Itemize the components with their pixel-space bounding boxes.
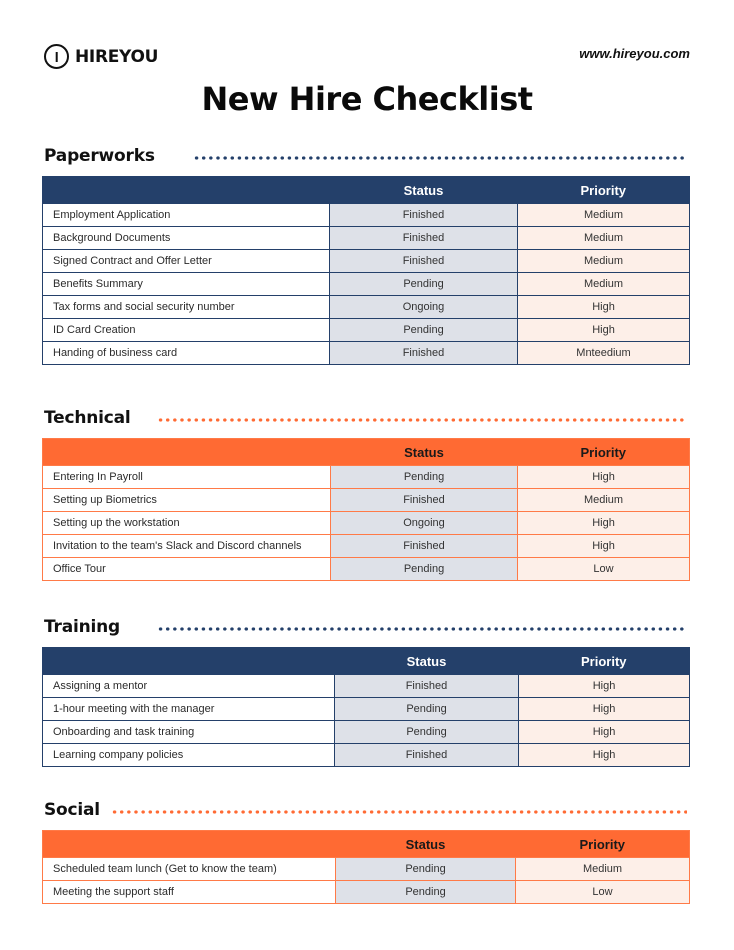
priority-cell: High — [518, 535, 690, 558]
table-row — [43, 319, 690, 342]
section-training — [42, 617, 689, 767]
task-cell: ID Card Creation — [43, 319, 330, 342]
status-cell: Pending — [336, 881, 516, 904]
brand-logo[interactable] — [44, 44, 158, 69]
table-header-row — [43, 831, 690, 858]
task-cell: Invitation to the team's Slack and Discord channels — [43, 535, 331, 558]
column-header-task — [43, 648, 335, 675]
table-row — [43, 535, 690, 558]
table-row — [43, 342, 690, 365]
status-cell: Finished — [335, 675, 519, 698]
priority-cell: Mnteedium — [518, 342, 690, 365]
task-cell: Setting up Biometrics — [43, 489, 331, 512]
status-cell: Pending — [331, 466, 518, 489]
website-link[interactable]: www.hireyou.com — [579, 46, 690, 61]
dotted-divider — [157, 418, 687, 422]
table-row — [43, 744, 690, 767]
checklist-table — [42, 647, 690, 767]
status-cell: Finished — [330, 342, 518, 365]
status-cell: Finished — [330, 250, 518, 273]
section-title: Training — [44, 617, 121, 637]
table-row — [43, 273, 690, 296]
status-cell: Pending — [335, 698, 519, 721]
table-header-row — [43, 177, 690, 204]
priority-cell: Medium — [518, 250, 690, 273]
priority-cell: Medium — [518, 273, 690, 296]
task-cell: Employment Application — [43, 204, 330, 227]
dotted-divider — [111, 810, 687, 814]
table-header-row — [43, 648, 690, 675]
column-header-status: Status — [403, 182, 444, 198]
task-cell: Onboarding and task training — [43, 721, 335, 744]
priority-cell: High — [519, 698, 690, 721]
table-row — [43, 204, 690, 227]
status-cell: Pending — [330, 273, 518, 296]
column-header-task — [43, 439, 331, 466]
column-header-priority: Priority — [579, 836, 625, 852]
priority-cell: Low — [518, 558, 690, 581]
table-row — [43, 698, 690, 721]
table-row — [43, 858, 690, 881]
table-row — [43, 296, 690, 319]
task-cell: Scheduled team lunch (Get to know the team) — [43, 858, 336, 881]
column-header-priority: Priority — [580, 653, 627, 669]
task-cell: Handing of business card — [43, 342, 330, 365]
task-cell: Benefits Summary — [43, 273, 330, 296]
status-cell: Pending — [336, 858, 516, 881]
column-header-priority: Priority — [580, 182, 626, 198]
section-header — [42, 800, 689, 830]
table-row — [43, 512, 690, 535]
priority-cell: Medium — [518, 489, 690, 512]
status-cell: Finished — [330, 227, 518, 250]
task-cell: Setting up the workstation — [43, 512, 331, 535]
task-cell: Entering In Payroll — [43, 466, 331, 489]
task-cell: 1-hour meeting with the manager — [43, 698, 335, 721]
task-cell: Learning company policies — [43, 744, 335, 767]
priority-cell: High — [518, 466, 690, 489]
logo-icon — [44, 44, 69, 69]
task-cell: Meeting the support staff — [43, 881, 336, 904]
priority-cell: High — [519, 744, 690, 767]
task-cell: Background Documents — [43, 227, 330, 250]
column-header-task — [43, 831, 336, 858]
section-header — [42, 617, 689, 647]
column-header-priority: Priority — [580, 444, 626, 460]
column-header-status: Status — [405, 836, 446, 852]
priority-cell: Medium — [518, 227, 690, 250]
table-row — [43, 721, 690, 744]
priority-cell: High — [519, 721, 690, 744]
dotted-divider — [193, 156, 687, 160]
section-title: Social — [44, 800, 100, 820]
table-header-row — [43, 439, 690, 466]
checklist-table — [42, 830, 690, 904]
priority-cell: Low — [516, 881, 690, 904]
priority-cell: High — [518, 512, 690, 535]
column-header-status: Status — [406, 653, 447, 669]
priority-cell: High — [518, 319, 690, 342]
checklist-table — [42, 438, 690, 581]
task-cell: Office Tour — [43, 558, 331, 581]
brand-name: HIREYOU — [75, 46, 159, 67]
table-row — [43, 250, 690, 273]
status-cell: Finished — [335, 744, 519, 767]
status-cell: Finished — [330, 204, 518, 227]
section-technical — [42, 408, 689, 581]
table-row — [43, 675, 690, 698]
table-row — [43, 227, 690, 250]
status-cell: Pending — [335, 721, 519, 744]
status-cell: Ongoing — [330, 296, 518, 319]
task-cell: Signed Contract and Offer Letter — [43, 250, 330, 273]
column-header-task — [43, 177, 330, 204]
table-row — [43, 558, 690, 581]
task-cell: Tax forms and social security number — [43, 296, 330, 319]
checklist-table — [42, 176, 690, 365]
dotted-divider — [157, 627, 687, 631]
section-header — [42, 146, 689, 176]
priority-cell: Medium — [518, 204, 690, 227]
status-cell: Pending — [330, 319, 518, 342]
status-cell: Finished — [331, 535, 518, 558]
column-header-status: Status — [404, 444, 444, 460]
section-paperworks — [42, 146, 689, 365]
priority-cell: Medium — [516, 858, 690, 881]
priority-cell: High — [518, 296, 690, 319]
section-social — [42, 800, 689, 904]
task-cell: Assigning a mentor — [43, 675, 335, 698]
page-title: New Hire Checklist — [201, 80, 533, 118]
status-cell: Ongoing — [331, 512, 518, 535]
table-row — [43, 881, 690, 904]
section-title: Paperworks — [44, 146, 155, 166]
priority-cell: High — [519, 675, 690, 698]
table-row — [43, 466, 690, 489]
section-header — [42, 408, 689, 438]
status-cell: Pending — [331, 558, 518, 581]
status-cell: Finished — [331, 489, 518, 512]
section-title: Technical — [44, 408, 131, 428]
table-row — [43, 489, 690, 512]
